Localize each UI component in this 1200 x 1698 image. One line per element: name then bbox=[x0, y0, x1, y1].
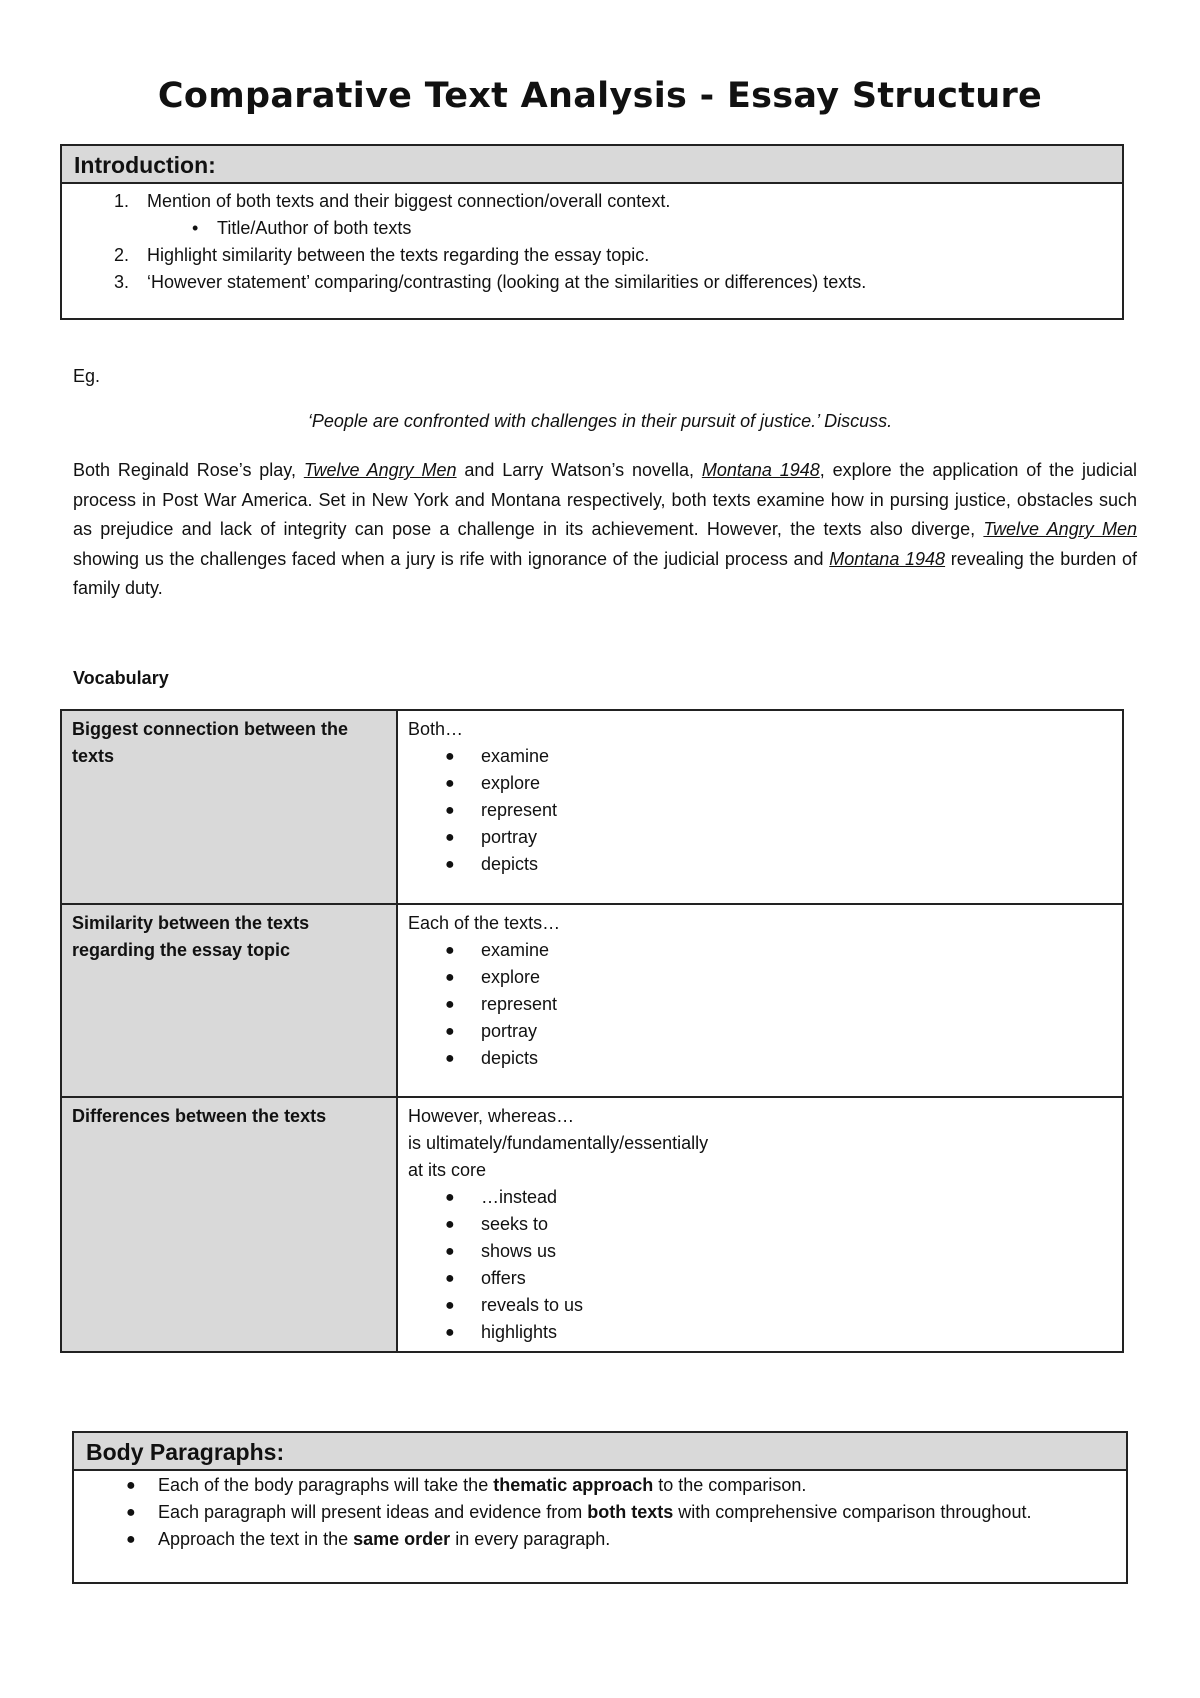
list-item: 1. Mention of both texts and their biggest connection/overall context. bbox=[114, 191, 671, 211]
text-title: Twelve Angry Men bbox=[983, 519, 1137, 539]
table-row bbox=[61, 1097, 1123, 1352]
bullet-icon: ● bbox=[445, 1270, 455, 1287]
body-paragraphs-list bbox=[74, 1471, 1126, 1553]
bullet-icon: ● bbox=[445, 942, 455, 959]
bullet-icon: ● bbox=[445, 775, 455, 792]
body-paragraphs-box bbox=[72, 1431, 1128, 1584]
bullet-icon: ● bbox=[126, 1531, 136, 1548]
row-values: Each of the texts… ● examine ● explore ● represent ● portray ● depicts bbox=[397, 904, 1123, 1097]
text-title: Montana 1948 bbox=[701, 460, 820, 480]
row-values: Both… ● examine ● explore ● represent ● portray ● depicts bbox=[397, 710, 1123, 904]
bullet-icon: ● bbox=[445, 969, 455, 986]
bullet-icon: ● bbox=[445, 1297, 455, 1314]
introduction-box bbox=[60, 144, 1124, 320]
vocabulary-label: Vocabulary bbox=[73, 668, 169, 688]
example-paragraph: Both Reginald Rose’s play, Twelve Angry Men and Larry Watson’s novella, Montana 1948, explore the application of the judicial process in Post War America. Set in New York and Montana respectively, both texts examine how in pursing justice, obstacles such as prejudice and lack of integrity can pose a challenge in its achievement. However, the texts also diverge, Twelve Angry Men showing us the challenges faced when a jury is rife with ignorance of the judicial process and Montana 1948 revealing the burden of family duty. bbox=[73, 460, 1137, 598]
page-title: Comparative Text Analysis - Essay Structure bbox=[157, 76, 1043, 116]
sub-list-item: • Title/Author of both texts bbox=[62, 215, 1122, 242]
bullet-icon: ● bbox=[126, 1477, 136, 1494]
bullet-icon: ● bbox=[445, 748, 455, 765]
bullet-icon: ● bbox=[445, 1189, 455, 1206]
example-label: Eg. bbox=[73, 366, 101, 386]
bullet-icon: ● bbox=[445, 1216, 455, 1233]
bullet-icon: ● bbox=[445, 802, 455, 819]
vocabulary-table bbox=[60, 709, 1124, 1353]
row-label: Differences between the texts bbox=[61, 1097, 397, 1352]
bullet-icon: ● bbox=[445, 829, 455, 846]
bullet-icon: ● bbox=[126, 1504, 136, 1521]
text-title: Twelve Angry Men bbox=[303, 460, 457, 480]
essay-prompt: ‘People are confronted with challenges in their pursuit of justice.’ Discuss. bbox=[307, 411, 893, 431]
list-item: ● Each of the body paragraphs will take the thematic approach to the comparison. bbox=[74, 1472, 1126, 1499]
row-label: Biggest connection between the texts bbox=[61, 710, 397, 904]
row-label: Similarity between the texts regarding the essay topic bbox=[61, 904, 397, 1097]
introduction-list bbox=[62, 184, 1122, 296]
bullet-icon: ● bbox=[445, 996, 455, 1013]
bullet-icon: ● bbox=[445, 1050, 455, 1067]
row-values: However, whereas… is ultimately/fundamentally/essentially at its core ● …instead ● seeks to ● shows us ● offers ● reveals to us ● highlights bbox=[397, 1097, 1123, 1352]
bullet-icon: ● bbox=[445, 856, 455, 873]
text-title: Montana 1948 bbox=[829, 548, 946, 569]
bullet-icon: • bbox=[192, 218, 199, 238]
list-item: 2. Highlight similarity between the texts regarding the essay topic. bbox=[114, 245, 650, 265]
list-item: ● Approach the text in the same order in every paragraph. bbox=[74, 1526, 1126, 1553]
body-paragraphs-heading: Body Paragraphs: bbox=[74, 1433, 1126, 1471]
introduction-heading: Introduction: bbox=[62, 146, 1122, 184]
bullet-icon: ● bbox=[445, 1324, 455, 1341]
table-row bbox=[61, 710, 1123, 904]
list-item: ● Each paragraph will present ideas and evidence from both texts with comprehensive comparison throughout. bbox=[74, 1499, 1126, 1526]
bullet-icon: ● bbox=[445, 1243, 455, 1260]
list-item: 3. ‘However statement’ comparing/contrasting (looking at the similarities or differences) texts. bbox=[114, 272, 867, 292]
table-row bbox=[61, 904, 1123, 1097]
bullet-icon: ● bbox=[445, 1023, 455, 1040]
